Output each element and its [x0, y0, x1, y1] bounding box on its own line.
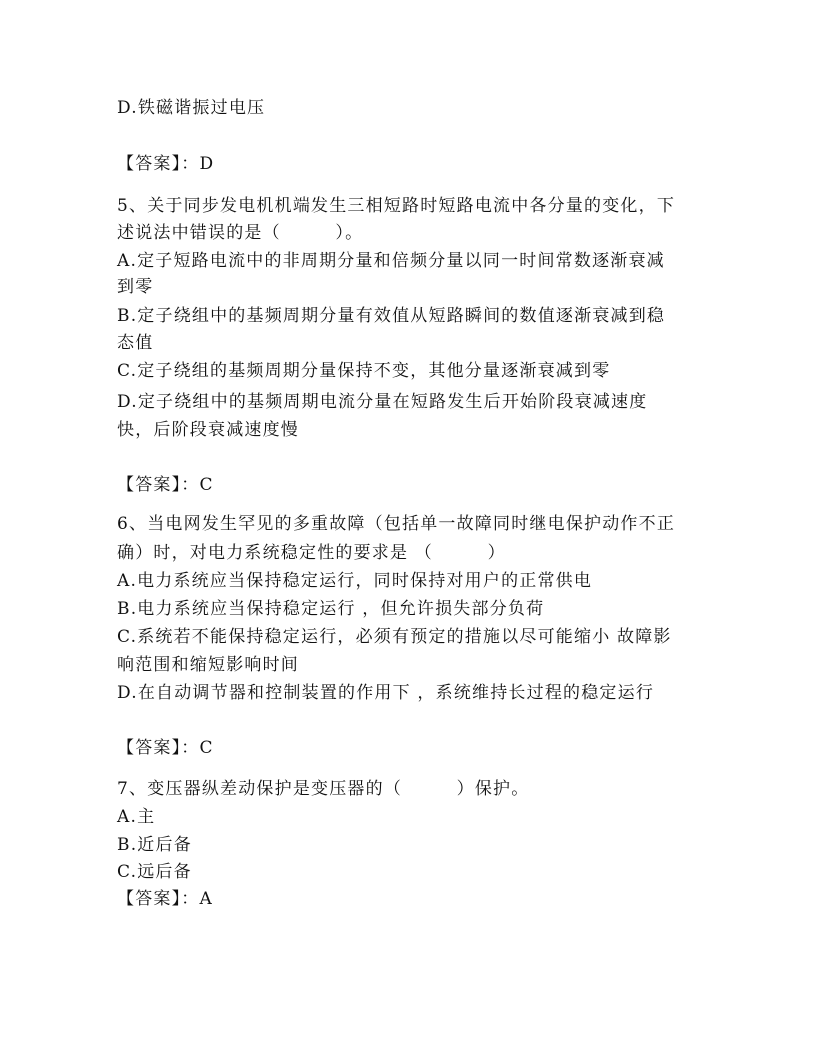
q5-option-c: C.定子绕组的基频周期分量保持不变，其他分量逐渐衰减到零 [117, 361, 611, 381]
q5-option-d-line-1: D.定子绕组中的基频周期电流分量在短路发生后开始阶段衰减速度 [117, 392, 648, 412]
q6-option-c-line-1: C.系统若不能保持稳定运行，必须有预定的措施以尽可能缩小 故障影 [117, 627, 672, 647]
q7-option-a: A.主 [117, 807, 156, 827]
q4-answer: 【答案】：D [117, 154, 215, 174]
q5-option-a-line-2: 到零 [117, 277, 154, 297]
q6-answer: 【答案】：C [117, 738, 214, 758]
q6-option-c-line-2: 响范围和缩短影响时间 [117, 655, 299, 675]
q5-answer: 【答案】：C [117, 475, 214, 495]
q7-option-c: C.远后备 [117, 862, 192, 882]
q5-option-a-line-1: A.定子短路电流中的非周期分量和倍频分量以同一时间常数逐渐衰减 [117, 251, 665, 271]
q5-stem-line-2: 述说法中错误的是（ ）。 [117, 223, 364, 243]
q7-stem: 7、变压器纵差动保护是变压器的（ ）保护。 [117, 779, 530, 799]
q5-option-b-line-2: 态值 [117, 333, 154, 353]
q7-option-b: B.近后备 [117, 835, 192, 855]
q5-stem-line-1: 5、关于同步发电机机端发生三相短路时短路电流中各分量的变化，下 [117, 196, 676, 216]
q7-answer: 【答案】：A [117, 889, 213, 909]
q6-stem-line-1: 6、当电网发生罕见的多重故障（包括单一故障同时继电保护动作不正 [117, 514, 676, 534]
q6-option-b: B.电力系统应当保持稳定运行 ，但允许损失部分负荷 [117, 599, 545, 619]
q4-option-d: D.铁磁谐振过电压 [117, 98, 266, 118]
q6-option-d: D.在自动调节器和控制装置的作用下 ，系统维持长过程的稳定运行 [117, 683, 655, 703]
q5-option-d-line-2: 快，后阶段衰减速度慢 [117, 420, 299, 440]
q6-option-a: A.电力系统应当保持稳定运行，同时保持对用户的正常供电 [117, 571, 593, 591]
q5-option-b-line-1: B.定子绕组中的基频周期分量有效值从短路瞬间的数值逐渐衰减到稳 [117, 306, 666, 326]
q6-stem-line-2: 确）时，对电力系统稳定性的要求是 （ ） [117, 543, 506, 563]
